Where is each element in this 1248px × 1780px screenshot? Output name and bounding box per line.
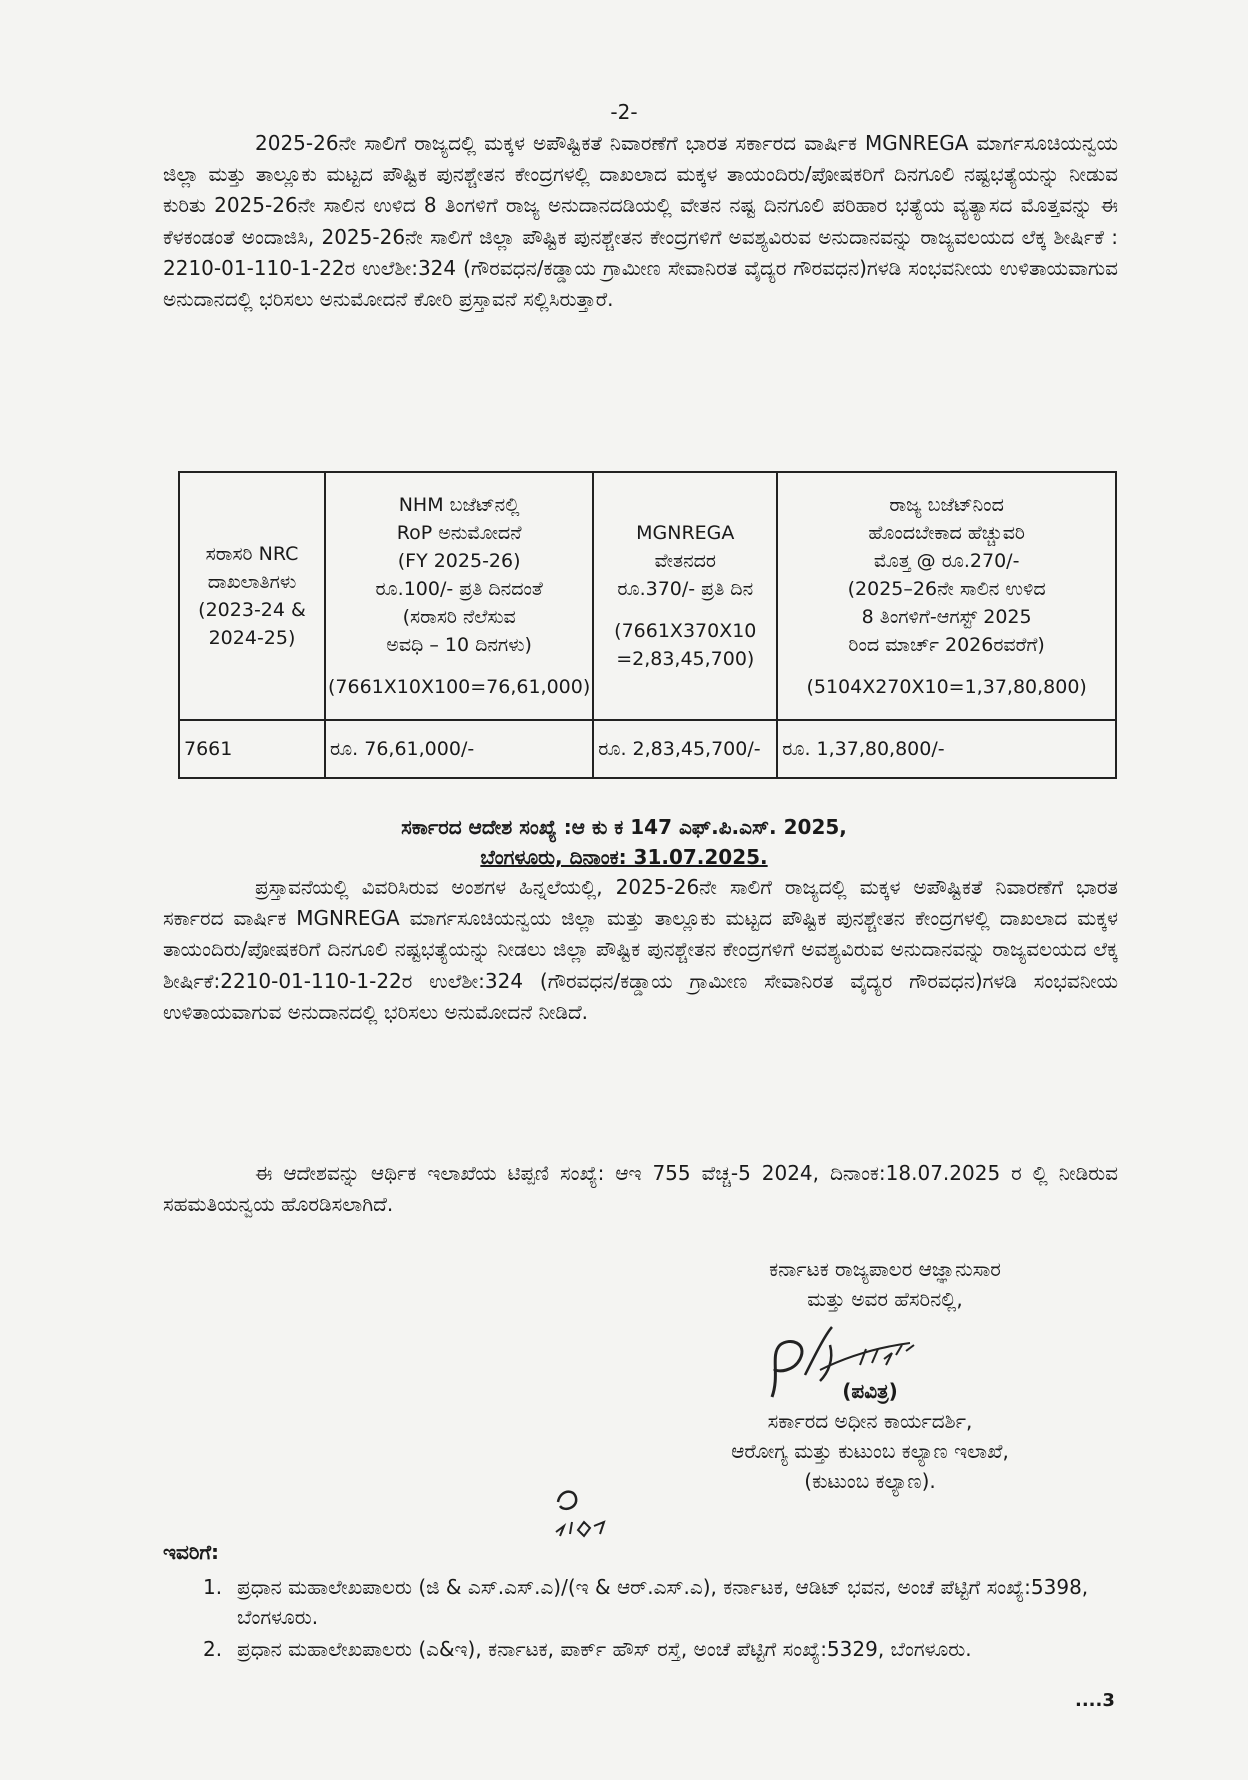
value-nhm: ರೂ. 76,61,000/-: [325, 720, 593, 778]
header-line: RoP ಅನುಮೋದನೆ: [396, 522, 522, 544]
value-mgnrega: ರೂ. 2,83,45,700/-: [593, 720, 777, 778]
header-state-budget: [777, 472, 1116, 720]
value-admissions: 7661: [179, 720, 325, 778]
spacer: [780, 659, 1113, 673]
header-line: MGNREGA: [636, 522, 735, 544]
recipients-title: ಇವರಿಗೆ:: [163, 1540, 220, 1564]
header-line: 2024-25): [208, 627, 296, 649]
header-line: ದಾಖಲಾತಿಗಳು: [207, 571, 297, 593]
cost-table-value-row: [179, 720, 1116, 778]
header-formula: =2,83,45,700): [616, 648, 755, 670]
header-line: 8 ತಿಂಗಳಿಗೆ-ಆಗಸ್ಟ್ 2025: [861, 606, 1032, 628]
header-line: ವೇತನದರ: [654, 550, 716, 572]
header-line: (7661X370X10: [614, 620, 757, 642]
recipient-number: 1.: [203, 1575, 223, 1599]
header-line: (2023-24 &: [198, 599, 306, 621]
spacer: [596, 603, 774, 617]
header-formula: (5104X270X10=1,37,80,800): [806, 676, 1087, 698]
header-line: ರೂ.370/- ಪ್ರತಿ ದಿನ: [617, 578, 754, 600]
authority-line-2: ಮತ್ತು ಅವರ ಹೆಸರಿನಲ್ಲಿ,: [807, 1287, 963, 1311]
concurrence-paragraph-text: ಈ ಆದೇಶವನ್ನು ಆರ್ಥಿಕ ಇಲಾಖೆಯ ಟಿಪ್ಪಣಿ ಸಂಖ್ಯೆ: ಆಇ 755 ವೆಚ್ಚ-5 2024, ದಿನಾಂಕ:18.07.2025 ರ ಲ್ಲಿ ನೀಡಿರುವ ಸಹಮತಿಯನ್ವಯ ಹೊರಡಿಸಲಾಗಿದೆ.: [163, 1161, 1118, 1217]
header-mgnrega-wage: [593, 472, 777, 720]
order-paragraph-text: ಪ್ರಸ್ತಾವನೆಯಲ್ಲಿ ವಿವರಿಸಿರುವ ಅಂಶಗಳ ಹಿನ್ನಲೆಯಲ್ಲಿ, 2025-26ನೇ ಸಾಲಿಗೆ ರಾಜ್ಯದಲ್ಲಿ ಮಕ್ಕಳ ಅಪೌಷ್ಟಿಕತೆ ನಿವಾರಣೆಗೆ ಭಾರತ ಸರ್ಕಾರದ ವಾರ್ಷಿಕ MGNREGA ಮಾರ್ಗಸೂಚಿಯನ್ವಯ ಜಿಲ್ಲಾ ಮತ್ತು ತಾಲ್ಲೂಕು ಮಟ್ಟದ ಪೌಷ್ಟಿಕ ಪುನಶ್ಚೇತನ ಕೇಂದ್ರಗಳಲ್ಲಿ ದಾಖಲಾದ ಮಕ್ಕಳ ತಾಯಂದಿರು/ಪೋಷಕರಿಗೆ ದಿನಗೂಲಿ ನಷ್ಟಭತ್ಯೆಯನ್ನು ನೀಡಲು ಜಿಲ್ಲಾ ಪೌಷ್ಟಿಕ ಪುನಶ್ಚೇತನ ಕೇಂದ್ರಗಳಿಗೆ ಅವಶ್ಯವಿರುವ ಅನುದಾನವನ್ನು ರಾಜ್ಯವಲಯದ ಲೆಕ್ಕ ಶೀರ್ಷಿಕೆ:2210-01-110-1-22ರ ಉಲೆಶೀ:324 (ಗೌರವಧನ/ಕಡ್ಡಾಯ ಗ್ರಾಮೀಣ ಸೇವಾನಿರತ ವೈದ್ಯರ ಗೌರವಧನ)ಗಳಡಿ ಸಂಭವನೀಯ ಉಳಿತಾಯವಾಗುವ ಅನುದಾನದಲ್ಲಿ ಭರಿಸಲು ಅನುಮೋದನೆ ನೀಡಿದೆ.: [163, 875, 1118, 1024]
authority-line-1: ಕರ್ನಾಟಕ ರಾಜ್ಯಪಾಲರ ಆಜ್ಞಾನುಸಾರ: [769, 1257, 1001, 1281]
value-state: ರೂ. 1,37,80,800/-: [777, 720, 1116, 778]
order-place-date: ಬೆಂಗಳೂರು, ದಿನಾಂಕ: 31.07.2025.: [480, 845, 768, 869]
intro-paragraph: [163, 128, 1118, 315]
order-number: ಸರ್ಕಾರದ ಆದೇಶ ಸಂಖ್ಯೆ :ಆ ಕು ಕ 147 ಎಫ್.ಪಿ.ಎಸ್. 2025,: [401, 815, 847, 839]
recipient-item-1: [203, 1572, 1123, 1632]
cost-table-header-row: [179, 472, 1116, 720]
recipient-number: 2.: [203, 1637, 223, 1661]
header-line: (2025–26ನೇ ಸಾಲಿನ ಉಳಿದ: [847, 578, 1046, 600]
header-line: NHM ಬಜೆಟ್‌ನಲ್ಲಿ: [398, 494, 520, 516]
header-line: ರಿಂದ ಮಾರ್ಚ್ 2026ರವರೆಗೆ): [848, 634, 1045, 656]
header-line: ಮೊತ್ತ @ ರೂ.270/-: [873, 550, 1020, 572]
recipient-item-2: [203, 1634, 1123, 1664]
header-line: (ಸರಾಸರಿ ನೆಲೆಸುವ: [402, 606, 516, 628]
recipient-text: ಪ್ರಧಾನ ಮಹಾಲೇಖಪಾಲರು (ಜಿ & ಎಸ್.ಎಸ್.ಎ)/(ಇ & ಆರ್.ಎಸ್.ಎ), ಕರ್ನಾಟಕ, ಆಡಿಟ್ ಭವನ, ಅಂಚೆ ಪೆಟ್ಟಿಗೆ ಸಂಖ್ಯೆ:5398, ಬೆಂಗಳೂರು.: [237, 1575, 1089, 1629]
handwritten-initials: [548, 1482, 628, 1542]
header-formula: (7661X10X100=76,61,000): [328, 676, 591, 698]
header-line: ರಾಜ್ಯ ಬಜೆಟ್‌ನಿಂದ: [889, 494, 1004, 516]
handwritten-signature: [760, 1315, 940, 1405]
recipient-text: ಪ್ರಧಾನ ಮಹಾಲೇಖಪಾಲರು (ಎ&ಇ), ಕರ್ನಾಟಕ, ಪಾರ್ಕ್ ಹೌಸ್ ರಸ್ತೆ, ಅಂಚೆ ಪೆಟ್ಟಿಗೆ ಸಂಖ್ಯೆ:5329, ಬೆಂಗಳೂರು.: [237, 1637, 972, 1661]
signatory-name: (ಪವಿತ್ರ): [842, 1379, 898, 1403]
signatory-designation: ಸರ್ಕಾರದ ಅಧೀನ ಕಾರ್ಯದರ್ಶಿ,: [767, 1409, 973, 1433]
signatory-department: ಆರೋಗ್ಯ ಮತ್ತು ಕುಟುಂಬ ಕಲ್ಯಾಣ ಇಲಾಖೆ,: [731, 1439, 1009, 1463]
header-line: ರೂ.100/- ಪ್ರತಿ ದಿನದಂತೆ: [375, 578, 543, 600]
header-line: ಸರಾಸರಿ NRC: [205, 543, 299, 565]
header-nhm-budget: [325, 472, 593, 720]
concurrence-paragraph: [163, 1158, 1118, 1220]
intro-paragraph-text: 2025-26ನೇ ಸಾಲಿಗೆ ರಾಜ್ಯದಲ್ಲಿ ಮಕ್ಕಳ ಅಪೌಷ್ಟಿಕತೆ ನಿವಾರಣೆಗೆ ಭಾರತ ಸರ್ಕಾರದ ವಾರ್ಷಿಕ MGNREGA ಮಾರ್ಗಸೂಚಿಯನ್ವಯ ಜಿಲ್ಲಾ ಮತ್ತು ತಾಲ್ಲೂಕು ಮಟ್ಟದ ಪೌಷ್ಟಿಕ ಪುನಶ್ಚೇತನ ಕೇಂದ್ರಗಳಲ್ಲಿ ದಾಖಲಾದ ಮಕ್ಕಳ ತಾಯಂದಿರು/ಪೋಷಕರಿಗೆ ದಿನಗೂಲಿ ನಷ್ಟಭತ್ಯೆಯನ್ನು ನೀಡುವ ಕುರಿತು 2025-26ನೇ ಸಾಲಿನ ಉಳಿದ 8 ತಿಂಗಳಿಗೆ ರಾಜ್ಯ ಅನುದಾನದಡಿಯಲ್ಲಿ ವೇತನ ನಷ್ಟ ದಿನಗೂಲಿ ಪರಿಹಾರ ಭತ್ಯೆಯ ವ್ಯತ್ಯಾಸದ ಮೊತ್ತವನ್ನು ಈ ಕೆಳಕಂಡಂತೆ ಅಂದಾಜಿಸಿ, 2025-26ನೇ ಸಾಲಿಗೆ ಜಿಲ್ಲಾ ಪೌಷ್ಟಿಕ ಪುನಶ್ಚೇತನ ಕೇಂದ್ರಗಳಿಗೆ ಅವಶ್ಯವಿರುವ ಅನುದಾನವನ್ನು ರಾಜ್ಯವಲಯದ ಲೆಕ್ಕ ಶೀರ್ಷಿಕೆ : 2210-01-110-1-22ರ ಉಲೆಶೀ:324 (ಗೌರವಧನ/ಕಡ್ಡಾಯ ಗ್ರಾಮೀಣ ಸೇವಾನಿರತ ವೈದ್ಯರ ಗೌರವಧನ)ಗಳಡಿ ಸಂಭವನೀಯ ಉಳಿತಾಯವಾಗುವ ಅನುದಾನದಲ್ಲಿ ಭರಿಸಲು ಅನುಮೋದನೆ ಕೋರಿ ಪ್ರಸ್ತಾವನೆ ಸಲ್ಲಿಸಿರುತ್ತಾರೆ.: [163, 131, 1118, 312]
cost-table: [178, 471, 1117, 779]
order-paragraph: [163, 872, 1118, 1028]
signatory-section: (ಕುಟುಂಬ ಕಲ್ಯಾಣ).: [804, 1469, 936, 1493]
header-avg-nrc-admissions: [179, 472, 325, 720]
spacer: [328, 659, 590, 673]
page-number: -2-: [610, 100, 638, 124]
header-line: (FY 2025-26): [397, 550, 521, 572]
header-line: ಹೊಂದಬೇಕಾದ ಹೆಚ್ಚುವರಿ: [868, 522, 1025, 544]
header-line: ಅವಧಿ – 10 ದಿನಗಳು): [386, 634, 532, 656]
order-place-date-wrap: [0, 842, 1248, 872]
continuation-marker: ....3: [1075, 1690, 1115, 1711]
